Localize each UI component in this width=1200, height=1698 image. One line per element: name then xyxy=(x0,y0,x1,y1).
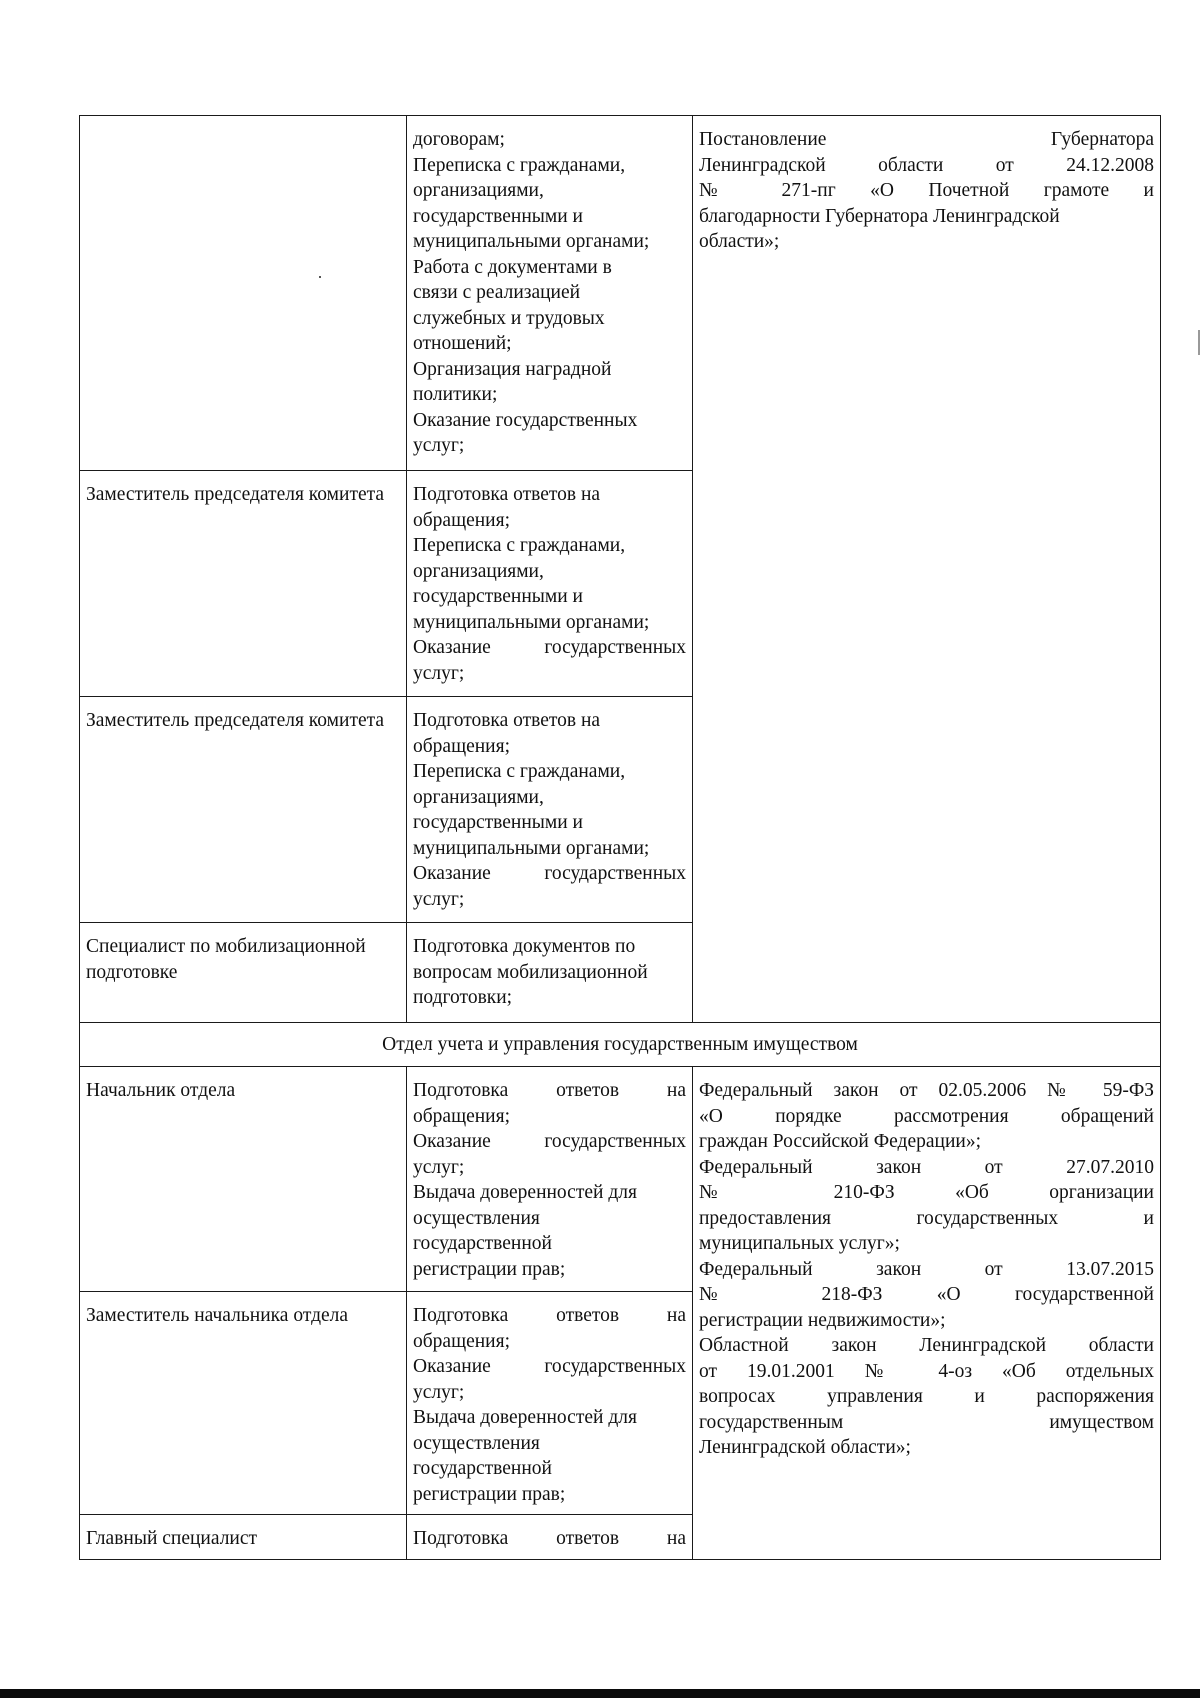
text-line: государственными и xyxy=(413,586,583,607)
text-line: Оказание государственных xyxy=(413,1131,686,1152)
text-line: Ленинградской области»; xyxy=(699,1437,911,1458)
text-line: обращения; xyxy=(413,735,511,757)
text-line: регистрации прав; xyxy=(413,1258,566,1280)
text-line: Постановление Губернатора xyxy=(699,129,1154,150)
text-line: Оказание государственных xyxy=(413,1356,686,1377)
text-line: области»; xyxy=(699,231,780,252)
text-line: Выдача доверенностей для xyxy=(413,1182,637,1203)
text-line: услуг; xyxy=(413,888,465,910)
text-line: Переписка с гражданами, xyxy=(413,535,626,556)
scan-speck xyxy=(319,276,321,278)
text-line: муниципальных услуг»; xyxy=(699,1233,900,1254)
text-line: политики; xyxy=(413,384,498,405)
text-line: организациями, xyxy=(413,180,544,201)
text-line: государственными и xyxy=(413,205,583,227)
text-line: государственной xyxy=(413,1233,552,1254)
text-line: договорам; xyxy=(413,129,505,150)
text-line: Организация наградной xyxy=(413,358,612,380)
text-line: вопросах управления и распоряжения xyxy=(699,1386,1154,1407)
text-line: Федеральный закон от 27.07.2010 xyxy=(699,1156,1154,1178)
text-line: благодарности Губернатора Ленинградской xyxy=(699,205,1060,227)
text-line: Оказание государственных xyxy=(413,637,686,658)
text-line: муниципальными органами; xyxy=(413,837,650,859)
text-line: регистрации прав; xyxy=(413,1483,566,1505)
scan-bottom-edge xyxy=(0,1689,1200,1698)
text-line: Подготовка ответов на xyxy=(413,1305,686,1326)
text-line: обращения; xyxy=(413,509,511,531)
text-line: Подготовка документов по xyxy=(413,936,636,957)
text-line: служебных и трудовых xyxy=(413,307,605,329)
position-cell xyxy=(80,697,407,923)
duties-cell xyxy=(407,116,693,471)
text-line: Специалист по мобилизационной xyxy=(86,936,366,957)
duties-cell xyxy=(407,1067,693,1292)
text-line: обращения; xyxy=(413,1105,511,1127)
position-cell xyxy=(80,923,407,1023)
text-line: подготовки; xyxy=(413,987,513,1008)
text-line: организациями, xyxy=(413,786,544,808)
text-line: Ленинградской области от 24.12.2008 xyxy=(699,154,1154,176)
text-line: «О порядке рассмотрения обращений xyxy=(699,1105,1154,1127)
text-line: муниципальными органами; xyxy=(413,231,650,252)
text-line: от 19.01.2001 № 4-оз «Об отдельных xyxy=(699,1360,1154,1382)
text-line: Начальник отдела xyxy=(86,1080,236,1101)
duties-cell xyxy=(407,1292,693,1515)
position-cell xyxy=(80,116,407,471)
duties-cell xyxy=(407,697,693,923)
legal-basis-cell xyxy=(693,116,1161,1023)
text-line: услуг; xyxy=(413,662,465,684)
text-line: вопросам мобилизационной xyxy=(413,961,648,983)
text-line: услуг; xyxy=(413,1156,465,1178)
section-title: Отдел учета и управления государственным имуществом xyxy=(80,1023,1161,1067)
text-line: обращения; xyxy=(413,1330,511,1352)
text-line: № 218-ФЗ «О государственной xyxy=(699,1284,1154,1305)
text-line: услуг; xyxy=(413,1381,465,1403)
text-line: № 210-ФЗ «Об организации xyxy=(699,1182,1154,1203)
position-cell xyxy=(80,1292,407,1515)
text-line: Оказание государственных xyxy=(413,409,638,431)
position-cell xyxy=(80,471,407,697)
text-line: Выдача доверенностей для xyxy=(413,1407,637,1428)
text-line: граждан Российской Федерации»; xyxy=(699,1131,981,1152)
text-line: государственными и xyxy=(413,812,583,833)
text-line: отношений; xyxy=(413,333,512,354)
text-line: Федеральный закон от 02.05.2006 № 59-ФЗ xyxy=(699,1080,1154,1101)
text-line: Подготовка ответов на xyxy=(413,1528,686,1549)
text-line: осуществления xyxy=(413,1207,540,1229)
duties-cell xyxy=(407,923,693,1023)
text-line: осуществления xyxy=(413,1432,540,1454)
text-line: Подготовка ответов на xyxy=(413,710,601,731)
text-line: государственным имуществом xyxy=(699,1411,1154,1433)
text-line: Заместитель начальника отдела xyxy=(86,1305,349,1326)
text-line: Федеральный закон от 13.07.2015 xyxy=(699,1258,1154,1280)
legal-basis-cell xyxy=(693,1067,1161,1560)
position-cell xyxy=(80,1515,407,1560)
text-line: предоставления государственных и xyxy=(699,1207,1154,1229)
text-line: Главный специалист xyxy=(86,1528,258,1549)
text-line: связи с реализацией xyxy=(413,282,581,303)
text-line: Областной закон Ленинградской области xyxy=(699,1335,1154,1356)
text-line: Работа с документами в xyxy=(413,256,612,278)
text-line: регистрации недвижимости»; xyxy=(699,1309,946,1331)
text-line: Заместитель председателя комитета xyxy=(86,710,385,731)
text-line: подготовке xyxy=(86,961,178,983)
text-line: Подготовка ответов на xyxy=(413,484,601,505)
section-row xyxy=(80,1023,1161,1067)
text-line: Оказание государственных xyxy=(413,863,686,884)
text-line: Подготовка ответов на xyxy=(413,1080,686,1101)
position-cell xyxy=(80,1067,407,1292)
text-line: муниципальными органами; xyxy=(413,611,650,633)
table-row xyxy=(80,116,1161,471)
text-line: Заместитель председателя комитета xyxy=(86,484,385,505)
text-line: Переписка с гражданами, xyxy=(413,761,626,782)
text-line: услуг; xyxy=(413,435,465,456)
text-line: организациями, xyxy=(413,560,544,582)
text-line: № 271-пг «О Почетной грамоте и xyxy=(699,180,1154,201)
table-row xyxy=(80,1067,1161,1292)
duties-cell xyxy=(407,471,693,697)
duties-cell xyxy=(407,1515,693,1560)
text-line: Переписка с гражданами, xyxy=(413,154,626,176)
text-line: государственной xyxy=(413,1458,552,1479)
document-table xyxy=(79,115,1161,1560)
